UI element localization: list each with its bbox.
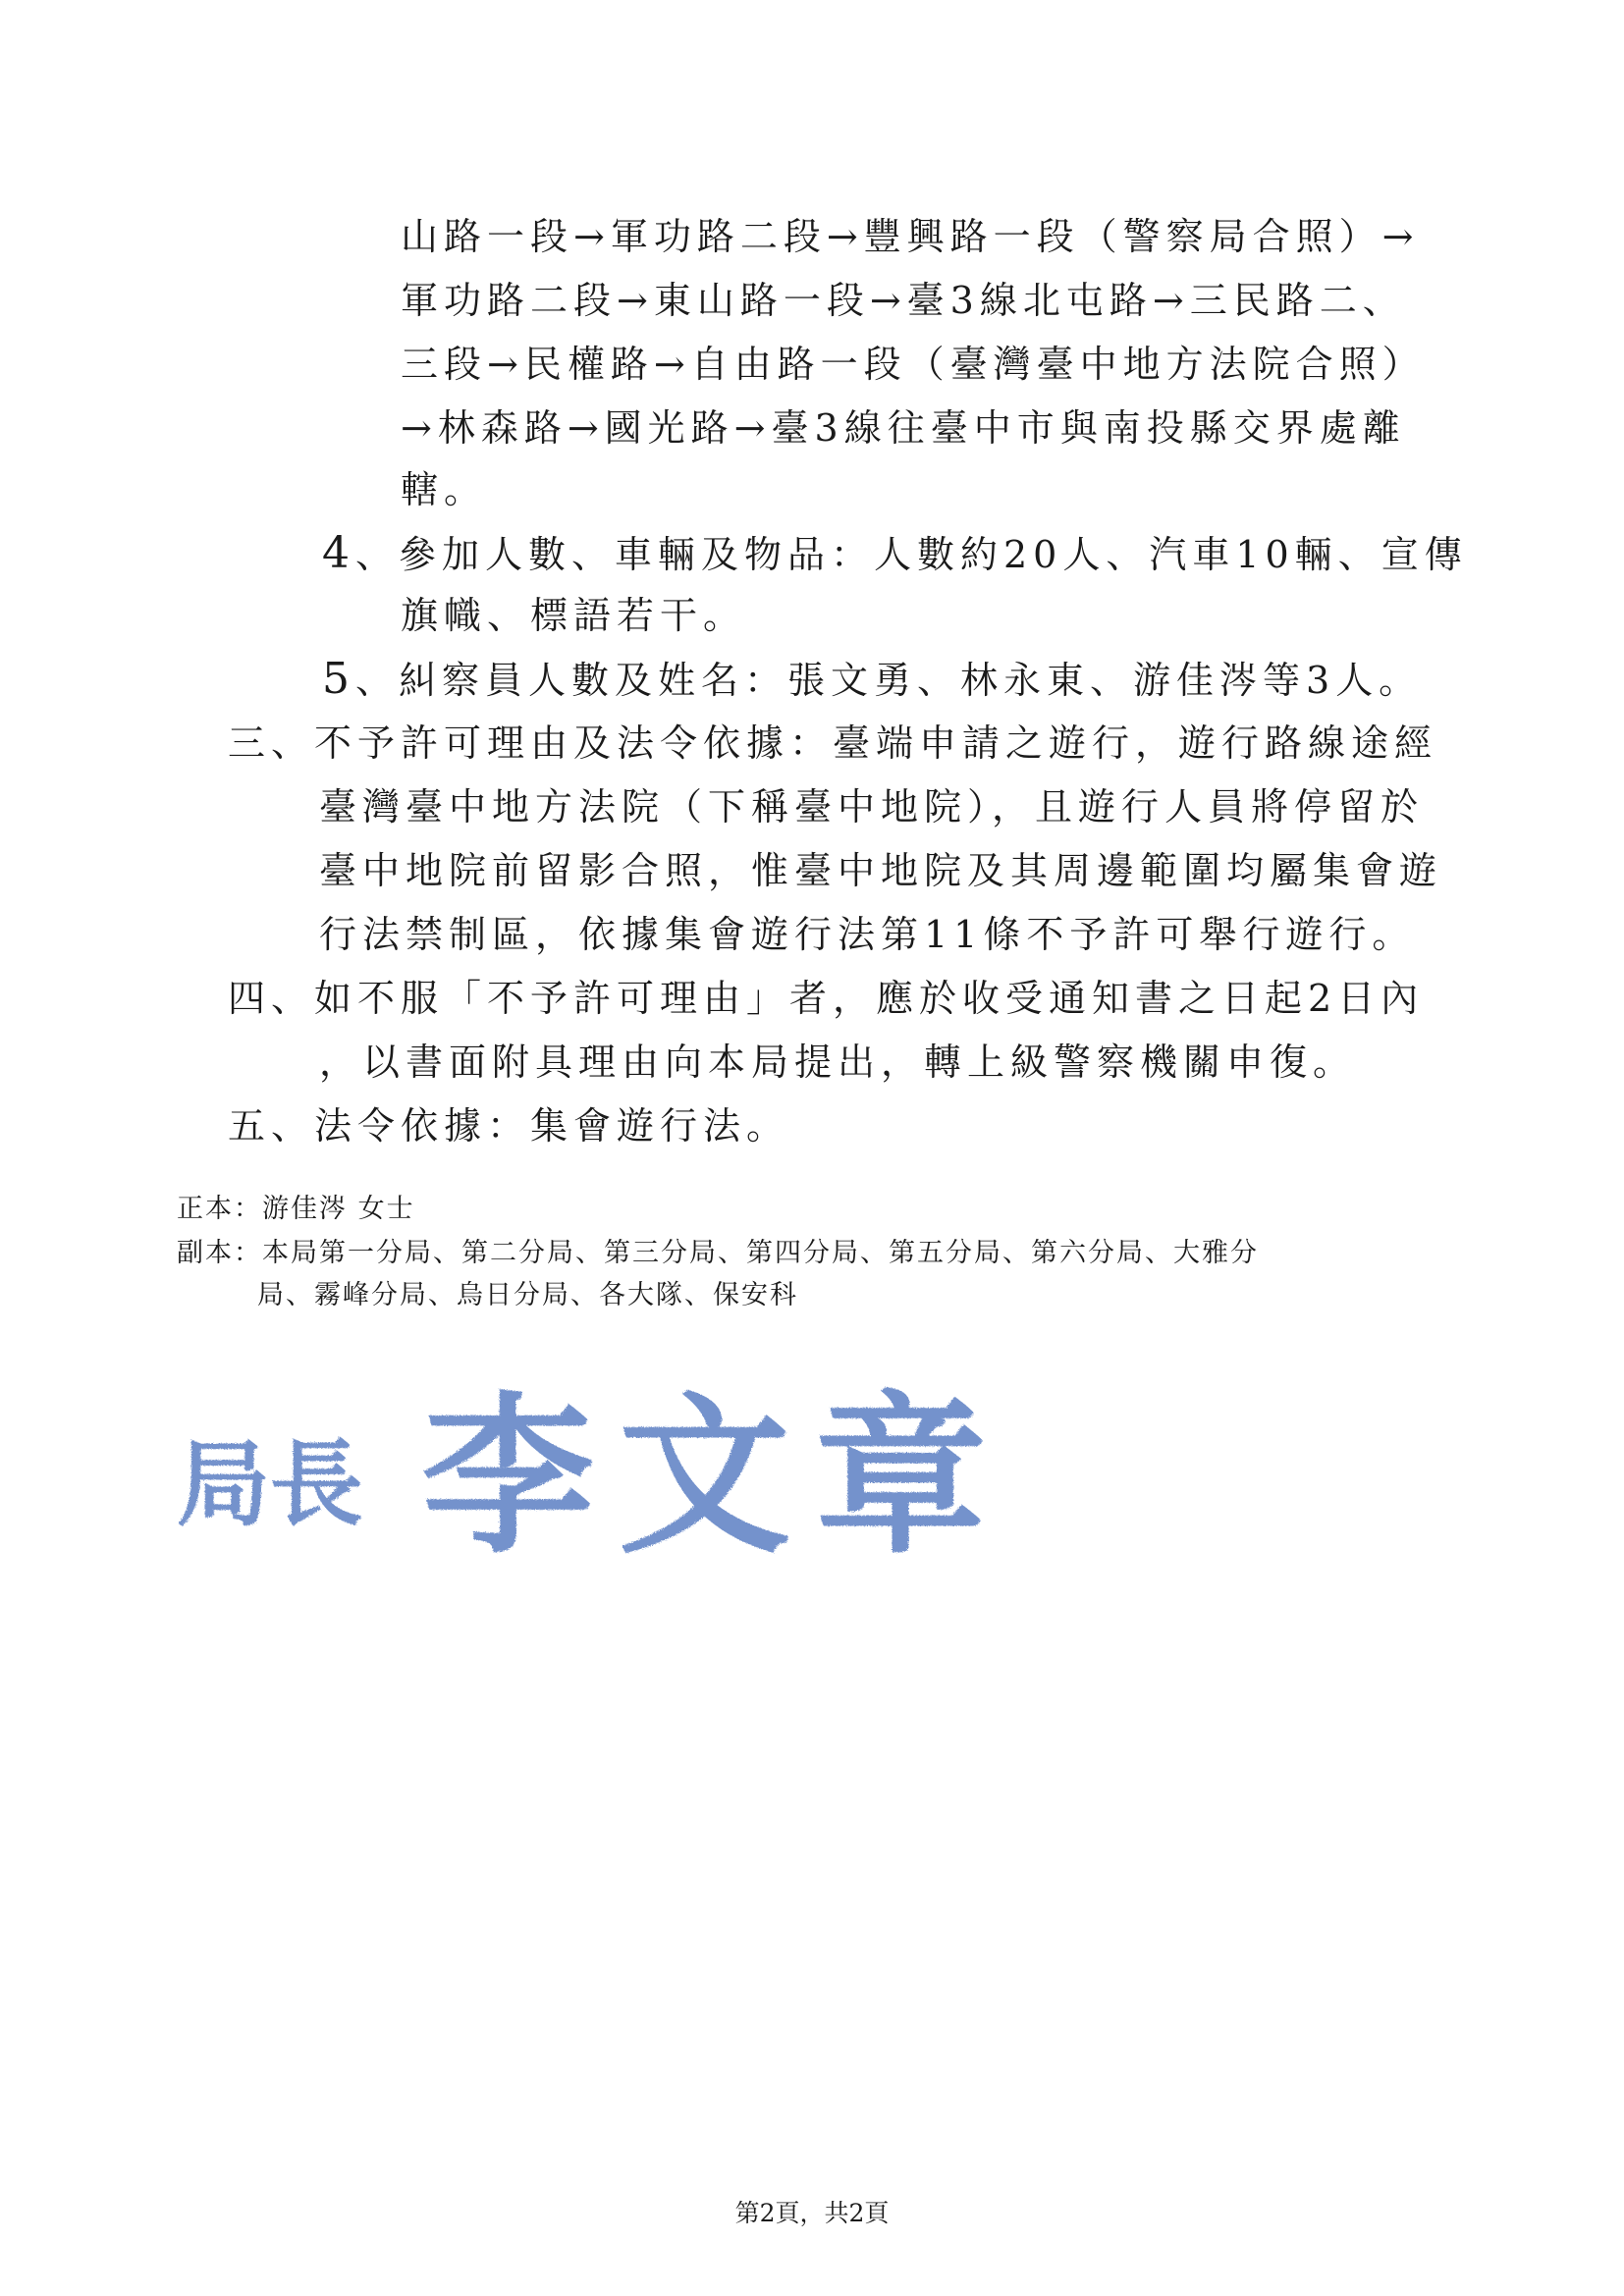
svg-text:李文章: 李文章: [422, 1376, 1011, 1577]
route-line-3: 三段→民權路→自由路一段（臺灣臺中地方法院合照）: [401, 343, 1426, 386]
director-signature-stamp: [177, 1369, 1090, 1595]
copy-value-1: 本局第一分局、第二分局、第三分局、第四分局、第五分局、第六分局、大雅分: [262, 1238, 1259, 1268]
section-3-line-2: 臺灣臺中地方法院（下稱臺中地院），且遊行人員將停留於: [319, 785, 1425, 828]
item-5-line-1: [322, 654, 1423, 704]
stamp-title-text: 局長: [177, 1430, 364, 1539]
section-3-line-4: 行法禁制區，依據集會遊行法第11條不予許可舉行遊行。: [319, 913, 1416, 956]
route-line-5: 轄。: [401, 468, 488, 511]
section-4-line-1: 四、如不服「不予許可理由」者，應於收受通知書之日起2日內: [228, 977, 1425, 1020]
item-5-text: 、糾察員人數及姓名：張文勇、林永東、游佳涔等3人。: [355, 659, 1423, 702]
page-number: 第2頁，共2頁: [734, 2199, 890, 2227]
route-line-1: 山路一段→軍功路二段→豐興路一段（警察局合照）→: [401, 215, 1420, 258]
section-3-line-1: 三、不予許可理由及法令依據：臺端申請之遊行，遊行路線途經: [228, 721, 1438, 765]
route-line-2: 軍功路二段→東山路一段→臺3線北屯路→三民路二、: [401, 279, 1406, 322]
item-5-number: 5: [322, 654, 355, 704]
original-label: 正本：: [177, 1194, 262, 1224]
copy-label: 副本：: [177, 1238, 262, 1268]
original-value: 游佳涔 女士: [262, 1194, 415, 1224]
item-4-text: 、參加人數、車輛及物品：人數約20人、汽車10輛、宣傳: [355, 533, 1468, 576]
route-line-4: →林森路→國光路→臺3線往臺中市與南投縣交界處離: [401, 406, 1406, 450]
item-4-number: 4: [322, 528, 355, 578]
original-recipient-line: [177, 1196, 415, 1222]
section-4-line-2: ，以書面附具理由向本局提出，轉上級警察機關申復。: [319, 1041, 1357, 1084]
section-3-line-3: 臺中地院前留影合照，惟臺中地院及其周邊範圍均屬集會遊: [319, 849, 1443, 892]
stamp-graphic: [177, 1369, 1090, 1595]
copy-recipient-line-1: [177, 1240, 1259, 1266]
item-4-line-1: [322, 528, 1468, 578]
copy-recipient-line-2: 局、霧峰分局、烏日分局、各大隊、保安科: [257, 1280, 798, 1310]
item-4-line-2: 旗幟、標語若干。: [401, 594, 747, 637]
section-5: 五、法令依據：集會遊行法。: [228, 1104, 790, 1148]
